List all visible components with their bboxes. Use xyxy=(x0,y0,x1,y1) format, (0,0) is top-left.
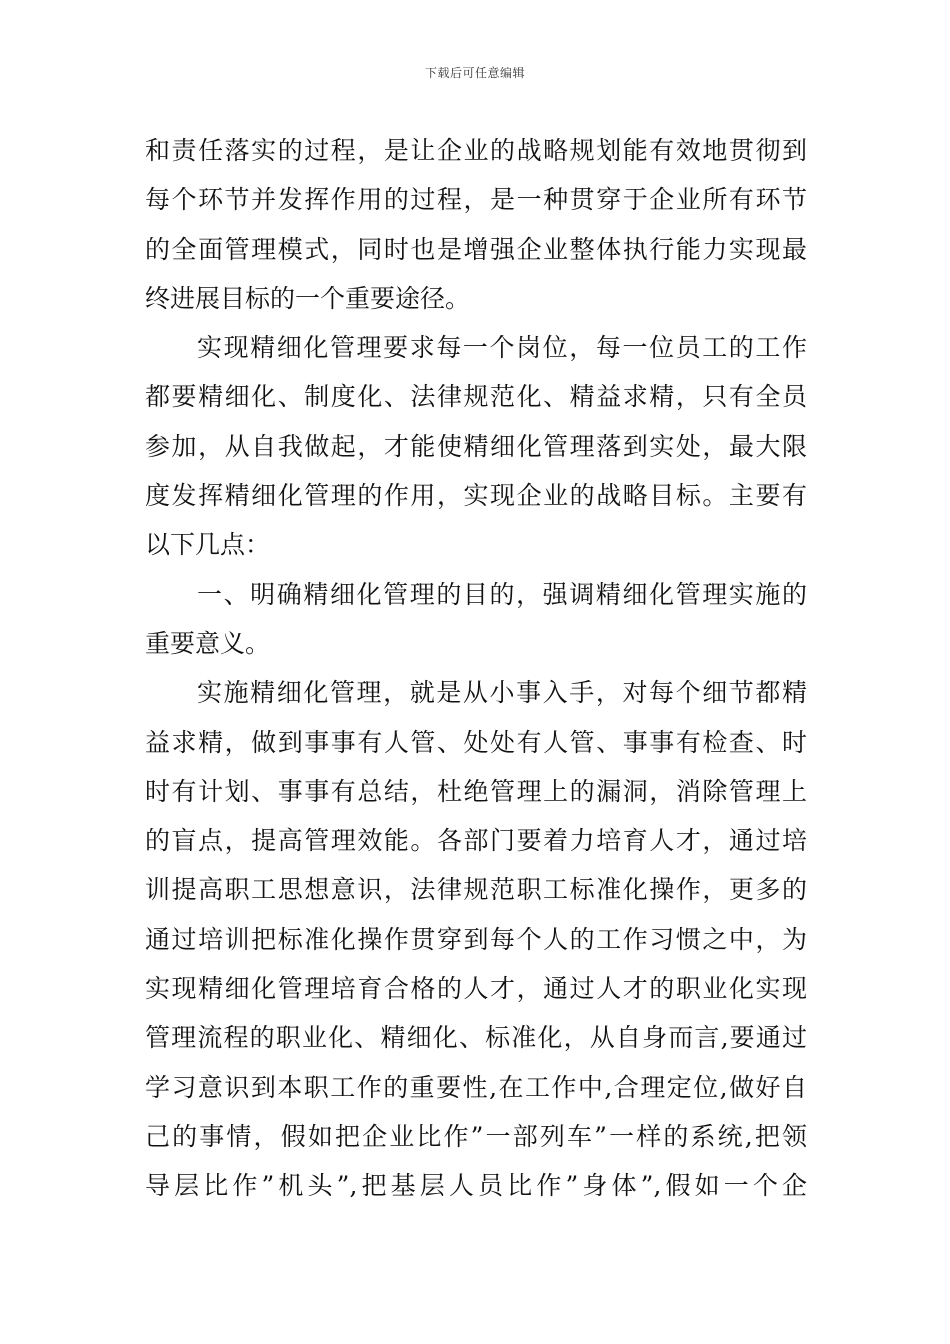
text-line: 的全面管理模式，同时也是增强企业整体执行能力实现最 xyxy=(145,234,807,264)
text-line: 一、明确精细化管理的目的，强调精细化管理实施的 xyxy=(197,579,807,609)
text-line: 重要意义。 xyxy=(145,628,271,658)
text-line: 训提高职工思想意识，法律规范职工标准化操作，更多的 xyxy=(145,875,807,905)
text-line: 导层比作”机头”,把基层人员比作”身体”,假如一个企 xyxy=(145,1171,807,1201)
text-line: 都要精细化、制度化、法律规范化、精益求精，只有全员 xyxy=(145,382,807,412)
text-line: 和责任落实的过程，是让企业的战略规划能有效地贯彻到 xyxy=(145,136,807,165)
text-line: 度发挥精细化管理的作用，实现企业的战略目标。主要有 xyxy=(145,481,807,511)
paragraph-3-heading xyxy=(145,570,807,669)
document-body xyxy=(145,126,807,1211)
text-line: 实现精细化管理要求每一个岗位，每一位员工的工作 xyxy=(197,333,807,363)
paragraph-4 xyxy=(145,668,807,1210)
paragraph-2 xyxy=(145,323,807,569)
text-line: 每个环节并发挥作用的过程，是一种贯穿于企业所有环节 xyxy=(145,185,807,215)
text-line: 实现精细化管理培育合格的人才，通过人才的职业化实现 xyxy=(145,974,807,1004)
text-line: 以下几点： xyxy=(145,530,271,560)
text-line: 学习意识到本职工作的重要性,在工作中,合理定位,做好自 xyxy=(145,1072,807,1102)
text-line: 实施精细化管理，就是从小事入手，对每个细节都精 xyxy=(197,678,807,708)
page-header: 下载后可任意编辑 xyxy=(424,66,525,80)
text-line: 通过培训把标准化操作贯穿到每个人的工作习惯之中，为 xyxy=(145,924,807,954)
text-line: 己的事情，假如把企业比作”一部列车”一样的系统,把领 xyxy=(145,1121,807,1151)
text-line: 益求精，做到事事有人管、处处有人管、事事有检查、时 xyxy=(145,727,807,757)
text-line: 管理流程的职业化、精细化、标准化，从自身而言,要通过 xyxy=(145,1023,807,1053)
text-line: 的盲点，提高管理效能。各部门要着力培育人才，通过培 xyxy=(145,826,807,856)
paragraph-1 xyxy=(145,126,807,323)
text-line: 终进展目标的一个重要途径。 xyxy=(145,283,471,313)
text-line: 参加，从自我做起，才能使精细化管理落到实处，最大限 xyxy=(145,431,807,461)
text-line: 时有计划、事事有总结，杜绝管理上的漏洞，消除管理上 xyxy=(145,776,807,806)
